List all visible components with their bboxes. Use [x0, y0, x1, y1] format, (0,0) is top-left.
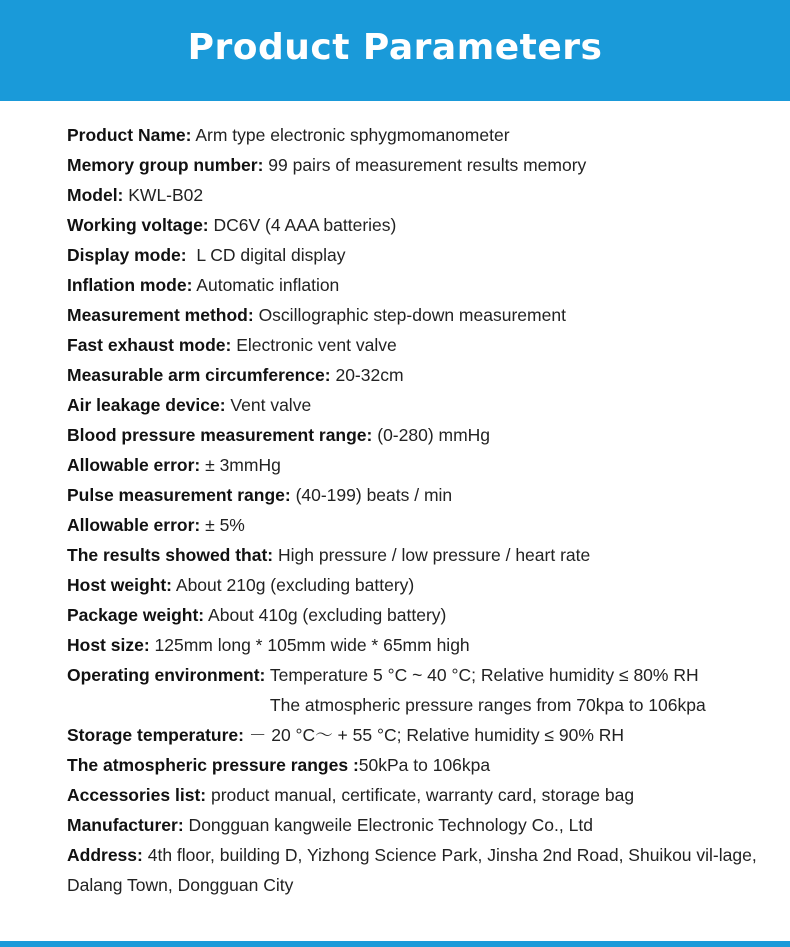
param-value: product manual, certificate, warranty card, storage bag	[206, 785, 635, 805]
param-value: 50kPa to 106kpa	[358, 755, 491, 775]
header-banner	[0, 0, 790, 101]
param-row-results-showed	[67, 540, 772, 570]
param-row-storage-temperature	[67, 720, 772, 750]
param-label: The results showed that:	[67, 545, 274, 565]
param-value: ± 3mmHg	[200, 455, 281, 475]
param-label: Storage temperature:	[67, 725, 244, 745]
param-value: 99 pairs of measurement results memory	[263, 155, 587, 175]
param-label: Allowable error:	[67, 455, 201, 475]
param-value: 125mm long * 105mm wide * 65mm high	[149, 635, 470, 655]
param-row-memory-group	[67, 150, 772, 180]
param-row-manufacturer	[67, 810, 772, 840]
param-value: － 20 °C～ + 55 °C; Relative humidity ≤ 90% RH	[244, 725, 625, 745]
param-row-working-voltage	[67, 210, 772, 240]
param-value: Vent valve	[225, 395, 312, 415]
param-value: (0-280) mmHg	[372, 425, 491, 445]
param-row-allowable-error-bp	[67, 450, 772, 480]
param-value: Oscillographic step-down measurement	[253, 305, 566, 325]
param-label: Memory group number:	[67, 155, 264, 175]
param-row-allowable-error-pulse	[67, 510, 772, 540]
param-value: L CD digital display	[186, 245, 346, 265]
param-label: Operating environment:	[67, 665, 266, 685]
param-row-air-leakage-device	[67, 390, 772, 420]
page-title: Product Parameters	[187, 27, 603, 68]
param-label: Fast exhaust mode:	[67, 335, 232, 355]
param-value: About 410g (excluding battery)	[204, 605, 447, 625]
param-row-pulse-range	[67, 480, 772, 510]
param-value: Dongguan kangweile Electronic Technology Co., Ltd	[183, 815, 593, 835]
param-label: Working voltage:	[67, 215, 209, 235]
param-label: The atmospheric pressure ranges :	[67, 755, 359, 775]
param-row-product-name	[67, 120, 772, 150]
param-row-model	[67, 180, 772, 210]
param-label: Host weight:	[67, 575, 172, 595]
param-label: Model:	[67, 185, 124, 205]
param-label: Host size:	[67, 635, 150, 655]
param-label: Display mode:	[67, 245, 187, 265]
param-label: Inflation mode:	[67, 275, 193, 295]
param-value: (40-199) beats / min	[290, 485, 453, 505]
param-row-atmospheric-pressure	[67, 750, 772, 780]
param-value: High pressure / low pressure / heart rate	[273, 545, 591, 565]
param-value: ± 5%	[200, 515, 245, 535]
param-value: Electronic vent valve	[231, 335, 397, 355]
param-value: Automatic inflation	[192, 275, 340, 295]
param-row-accessories	[67, 780, 772, 810]
param-row-address	[67, 840, 772, 900]
param-label: Measurable arm circumference:	[67, 365, 331, 385]
param-row-bp-range	[67, 420, 772, 450]
footer-divider	[0, 941, 790, 947]
param-row-display-mode	[67, 240, 772, 270]
param-value: DC6V (4 AAA batteries)	[208, 215, 397, 235]
param-row-operating-environment	[67, 660, 772, 720]
param-label: Air leakage device:	[67, 395, 226, 415]
param-row-package-weight	[67, 600, 772, 630]
param-label: Accessories list:	[67, 785, 207, 805]
param-value: 20-32cm	[330, 365, 404, 385]
parameter-list	[67, 120, 772, 900]
param-row-inflation-mode	[67, 270, 772, 300]
param-label: Allowable error:	[67, 515, 201, 535]
param-value: 4th floor, building D, Yizhong Science Park, Jinsha 2nd Road, Shuikou vil-lage, Dalang Town, Dongguan City	[67, 845, 757, 895]
param-label: Blood pressure measurement range:	[67, 425, 373, 445]
param-row-arm-circumference	[67, 360, 772, 390]
param-value: Arm type electronic sphygmomanometer	[191, 125, 510, 145]
param-label: Package weight:	[67, 605, 205, 625]
param-label: Address:	[67, 845, 143, 865]
param-value-line: The atmospheric pressure ranges from 70kpa to 106kpa	[265, 695, 706, 715]
param-value-line: Temperature 5 °C ~ 40 °C; Relative humidity ≤ 80% RH	[265, 665, 699, 685]
param-row-host-size	[67, 630, 772, 660]
param-row-measurement-method	[67, 300, 772, 330]
param-label: Product Name:	[67, 125, 192, 145]
param-label: Pulse measurement range:	[67, 485, 291, 505]
param-label: Measurement method:	[67, 305, 254, 325]
param-row-host-weight	[67, 570, 772, 600]
param-label: Manufacturer:	[67, 815, 184, 835]
param-value-group	[265, 660, 705, 720]
param-value: KWL-B02	[123, 185, 204, 205]
param-value: About 210g (excluding battery)	[172, 575, 415, 595]
param-row-fast-exhaust-mode	[67, 330, 772, 360]
